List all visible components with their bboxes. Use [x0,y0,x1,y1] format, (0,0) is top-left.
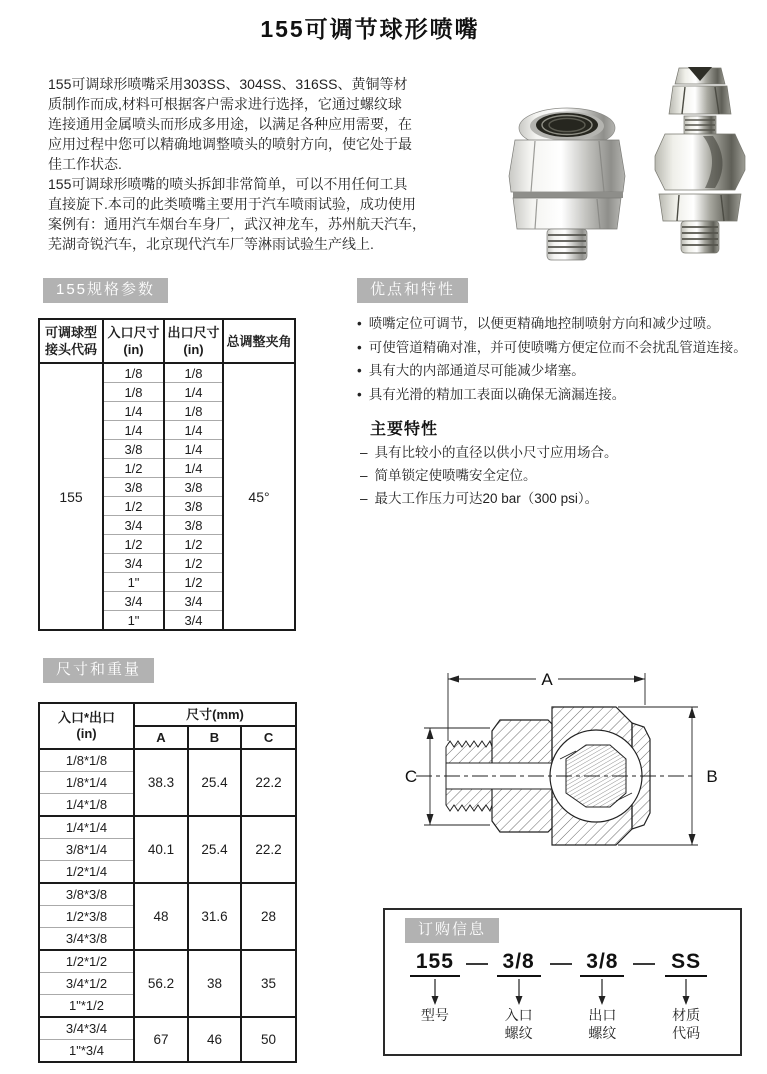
table-cell: 22.2 [241,816,296,883]
list-item: – 具有比较小的直径以供小尺寸应用场合。 [360,441,760,464]
list-item: • 可使管道精确对准，并可使喷嘴方便定位而不会扰乱管道连接。 [357,336,761,360]
list-item: – 简单锁定使喷嘴安全定位。 [360,464,760,487]
table-row [39,1017,296,1040]
dash-icon: – [360,445,368,460]
order-label: 型号 [420,1007,449,1023]
table-cell: 3/4*3/8 [39,928,134,951]
description-line: 应用过程中您可以精确地调整喷头的喷射方向，使它处于最 [48,136,412,152]
bullet-icon: • [357,386,362,402]
table-cell: 3/4*3/4 [39,1017,134,1040]
section-header-specs: 155规格参数 [43,278,168,303]
table-cell: 1/2 [103,497,164,516]
table-cell: 1/2 [103,459,164,478]
table-cell: 3/8*1/4 [39,839,134,861]
spec-table [38,318,296,631]
table-row [39,883,296,906]
table-cell: 22.2 [241,749,296,816]
table-row [39,950,296,973]
bullet-icon: • [357,339,362,355]
table-cell: 50 [241,1017,296,1062]
table-cell: 38 [188,950,241,1017]
table-cell: 3/8 [103,478,164,497]
table-row [39,363,295,383]
table-cell: 25.4 [188,749,241,816]
dimensions-table [38,702,297,1063]
dash-icon: – [360,491,368,506]
table-cell: 40.1 [134,816,188,883]
table-cell: 1/4*1/8 [39,794,134,817]
table-cell: 3/4 [103,592,164,611]
table-cell: 1/4 [164,421,223,440]
bullet-icon: • [357,316,362,331]
table-cell: 155 [39,363,103,630]
table-cell: 1/2 [164,573,223,592]
table-cell: 1/8 [103,383,164,402]
table-cell: 1"*3/4 [39,1040,134,1063]
table-cell: 31.6 [188,883,241,950]
description-line: 连接通用金属喷头而形成多用途，以满足各种应用需要，在 [48,116,412,132]
order-code: SS [665,950,707,977]
table-header-row [39,319,295,363]
table-cell: 1/4 [103,421,164,440]
table-cell: 1/4*1/4 [39,816,134,839]
col-header-outlet: 出口尺寸 (in) [164,319,223,363]
table-cell: 3/8 [103,440,164,459]
table-cell: 1/8 [164,402,223,421]
order-code: 3/8 [580,950,624,977]
order-code: 155 [410,950,460,977]
table-cell: 45° [223,363,295,630]
order-part [477,950,561,1042]
table-cell: 28 [241,883,296,950]
table-cell: 1/2 [164,535,223,554]
table-cell: 3/8 [164,497,223,516]
down-arrow-icon [514,979,524,1005]
col-header-size-mm: 尺寸(mm) [134,703,296,726]
table-cell: 3/4 [164,592,223,611]
dim-label-c: C [404,767,418,786]
dim-label-a: A [541,670,553,689]
order-part [393,950,477,1042]
table-cell: 56.2 [134,950,188,1017]
table-row [39,816,296,839]
table-cell: 3/4 [164,611,223,631]
table-cell: 1/8*1/4 [39,772,134,794]
order-label: 出口 螺纹 [588,1007,617,1041]
table-cell: 1/8 [103,363,164,383]
section-header-ordering: 订购信息 [405,918,499,943]
table-cell: 1/2*1/4 [39,861,134,884]
page-title: 155可调节球形喷嘴 [260,16,480,42]
col-header-code: 可调球型 接头代码 [39,319,103,363]
product-photo-nozzle-assembled [645,62,755,262]
order-part [644,950,728,1042]
col-header-c: C [241,726,296,749]
description-line: 155可调球形喷嘴的喷头拆卸非常简单，可以不用任何工具 [48,176,408,192]
table-cell: 1/8*1/8 [39,749,134,772]
order-connector [550,963,572,965]
description-line: 质制作而成,材料可根据客户需求进行选择，它通过螺纹球 [48,96,402,112]
table-cell: 25.4 [188,816,241,883]
table-cell: 3/8 [164,478,223,497]
col-header-a: A [134,726,188,749]
table-cell: 1/8 [164,363,223,383]
advantages-list [357,312,761,406]
table-cell: 46 [188,1017,241,1062]
order-label: 入口 螺纹 [504,1007,533,1041]
table-cell: 1/2 [164,554,223,573]
table-cell: 1/2*3/8 [39,906,134,928]
ordering-box [383,908,742,1056]
order-connector [633,963,655,965]
table-cell: 1" [103,611,164,631]
section-header-dimensions: 尺寸和重量 [43,658,154,683]
main-features-list [360,441,760,510]
table-row [39,749,296,772]
list-item: • 具有光滑的精加工表面以确保无滴漏连接。 [357,383,761,407]
col-header-inlet-outlet: 入口*出口 (in) [39,703,134,749]
order-part [561,950,645,1042]
table-cell: 1/4 [164,440,223,459]
product-description [48,74,446,254]
table-cell: 3/4 [103,554,164,573]
col-header-b: B [188,726,241,749]
dim-label-b: B [706,767,718,786]
table-cell: 1" [103,573,164,592]
description-line: 155可调球形喷嘴采用303SS、304SS、316SS、黄铜等材 [48,76,408,92]
description-line: 佳工作状态. [48,156,122,172]
section-header-features: 优点和特性 [357,278,468,303]
table-cell: 1/4 [164,383,223,402]
list-item: • 喷嘴定位可调节，以便更精确地控制喷射方向和减少过喷。 [357,312,761,336]
table-cell: 1/2 [103,535,164,554]
order-label: 材质 代码 [672,1007,701,1041]
main-features-title: 主要特性 [370,421,439,438]
table-cell: 1/4 [164,459,223,478]
table-cell: 48 [134,883,188,950]
down-arrow-icon [597,979,607,1005]
product-photo-ball-joint [505,100,630,265]
table-cell: 38.3 [134,749,188,816]
down-arrow-icon [430,979,440,1005]
down-arrow-icon [681,979,691,1005]
list-item: – 最大工作压力可达20 bar（300 psi）。 [360,487,760,510]
description-line: 案例有：通用汽车烟台车身厂，武汉神龙车，苏州航天汽车， [48,216,426,232]
table-header-row [39,703,296,726]
table-cell: 35 [241,950,296,1017]
description-line: 直接旋下.本司的此类喷嘴主要用于汽车喷雨试验，成功使用 [48,196,416,212]
col-header-angle: 总调整夹角 [223,319,295,363]
table-cell: 3/4*1/2 [39,973,134,995]
bullet-icon: • [357,363,362,378]
col-header-inlet: 入口尺寸 (in) [103,319,164,363]
table-cell: 1/2*1/2 [39,950,134,973]
technical-drawing [400,663,745,891]
table-cell: 67 [134,1017,188,1062]
table-cell: 3/4 [103,516,164,535]
order-connector [466,963,488,965]
table-cell: 3/8 [164,516,223,535]
table-cell: 1/4 [103,402,164,421]
table-cell: 1"*1/2 [39,995,134,1018]
description-line: 芜湖奇锐汽车，北京现代汽车厂等淋雨试验生产线上. [48,236,374,252]
order-code: 3/8 [497,950,541,977]
list-item: • 具有大的内部通道尽可能减少堵塞。 [357,359,761,383]
table-cell: 3/8*3/8 [39,883,134,906]
dash-icon: – [360,468,368,483]
